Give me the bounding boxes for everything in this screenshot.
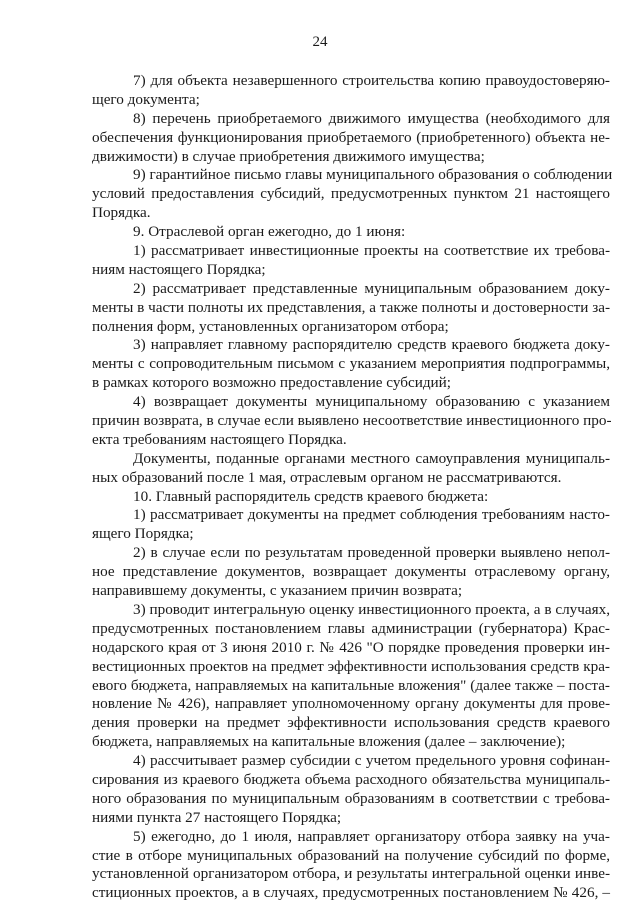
page-number: 24 <box>312 34 328 50</box>
text-line: ниям настоящего Порядка; <box>92 260 266 278</box>
text-line: 9) гарантийное письмо главы муниципального образования о соблюдении <box>133 166 613 184</box>
text-line: нодарского края от 3 июня 2010 г. № 426 "О порядке проведения проверки ин- <box>92 638 610 656</box>
text-line: сирования из краевого бюджета объема расходного обязательства муниципаль- <box>92 770 610 788</box>
text-line: новление № 426), направляет уполномоченному органу документы для прове- <box>92 695 610 713</box>
text-line: 1) рассматривает документы на предмет соблюдения требованиям насто- <box>133 506 610 524</box>
text-line: ниями пункта 27 настоящего Порядка; <box>92 808 342 826</box>
text-line: 8) перечень приобретаемого движимого имущества (необходимого для <box>133 109 610 127</box>
text-line: бюджета, направляемых на капитальные вложения (далее – заключение); <box>92 733 566 751</box>
text-line: полнения форм, установленных организатором отбора; <box>92 317 449 335</box>
text-line: дения проверки на предмет эффективности использования средств краевого <box>92 714 610 732</box>
text-line: 10. Главный распорядитель средств краевого бюджета: <box>133 487 489 505</box>
text-line: движимости) в случае приобретения движимого имущества; <box>92 147 485 165</box>
text-line: ного образования по муниципальным образованиям в соответствии с требова- <box>92 789 610 807</box>
text-line: 4) рассчитывает размер субсидии с учетом предельного уровня софинан- <box>133 752 610 770</box>
text-line: менты с сопроводительным письмом с указанием мероприятия подпрограммы, <box>92 355 610 373</box>
text-line: евого бюджета, направляемых на капитальные вложения" (далее также – поста- <box>92 676 610 694</box>
text-line: причин возврата, в случае если выявлено несоответствие инвестиционного про- <box>92 412 612 430</box>
text-line: направившему документы, с указанием причин возврата; <box>92 582 463 600</box>
text-line: вестиционных проектов на предмет эффективности использования средств кра- <box>92 657 610 675</box>
text-line: екта требованиям настоящего Порядка. <box>92 430 347 448</box>
text-line: Документы, поданные органами местного самоуправления муниципаль- <box>133 449 610 467</box>
text-line: установленной организатором отбора, и результаты интегральной оценки инве- <box>92 865 610 883</box>
text-line: 7) для объекта незавершенного строительства копию правоудостоверяю- <box>133 72 610 89</box>
text-line: 2) в случае если по результатам проведенной проверки выявлено непол- <box>133 544 610 562</box>
text-line: ящего Порядка; <box>92 525 194 543</box>
text-line: условий предоставления субсидий, предусмотренных пунктом 21 настоящего <box>92 185 610 203</box>
text-line: 3) направляет главному распорядителю средств краевого бюджета доку- <box>133 336 610 354</box>
text-line: 2) рассматривает представленные муниципальным образованием доку- <box>133 279 610 297</box>
text-line: ное представление документов, возвращает документы отраслевому органу, <box>92 563 610 581</box>
document-body <box>92 72 613 903</box>
text-line: стиционных проектов, а в случаях, предусмотренных постановлением № 426, – <box>92 884 610 902</box>
text-line: 5) ежегодно, до 1 июля, направляет организатору отбора заявку на уча- <box>133 827 610 845</box>
text-line: Порядка. <box>92 204 151 222</box>
text-line: 4) возвращает документы муниципальному образованию с указанием <box>133 393 610 411</box>
text-line: в рамках которого возможно предоставление субсидий; <box>92 374 452 392</box>
text-line: 1) рассматривает инвестиционные проекты на соответствие их требова- <box>133 242 610 260</box>
text-line: менты в части полноты их представления, а также полноты и достоверности за- <box>92 298 610 316</box>
text-line: 3) проводит интегральную оценку инвестиционного проекта, а в случаях, <box>133 600 610 618</box>
text-line: щего документа; <box>92 90 200 108</box>
text-line: обеспечения функционирования приобретаемого (приобретенного) объекта не- <box>92 128 610 146</box>
text-line: стие в отборе муниципальных образований на получение субсидий по форме, <box>92 846 610 864</box>
text-line: ных образований после 1 мая, отраслевым органом не рассматриваются. <box>92 468 562 486</box>
text-line: 9. Отраслевой орган ежегодно, до 1 июня: <box>133 223 406 241</box>
text-line: предусмотренных постановлением главы администрации (губернатора) Крас- <box>92 619 610 637</box>
